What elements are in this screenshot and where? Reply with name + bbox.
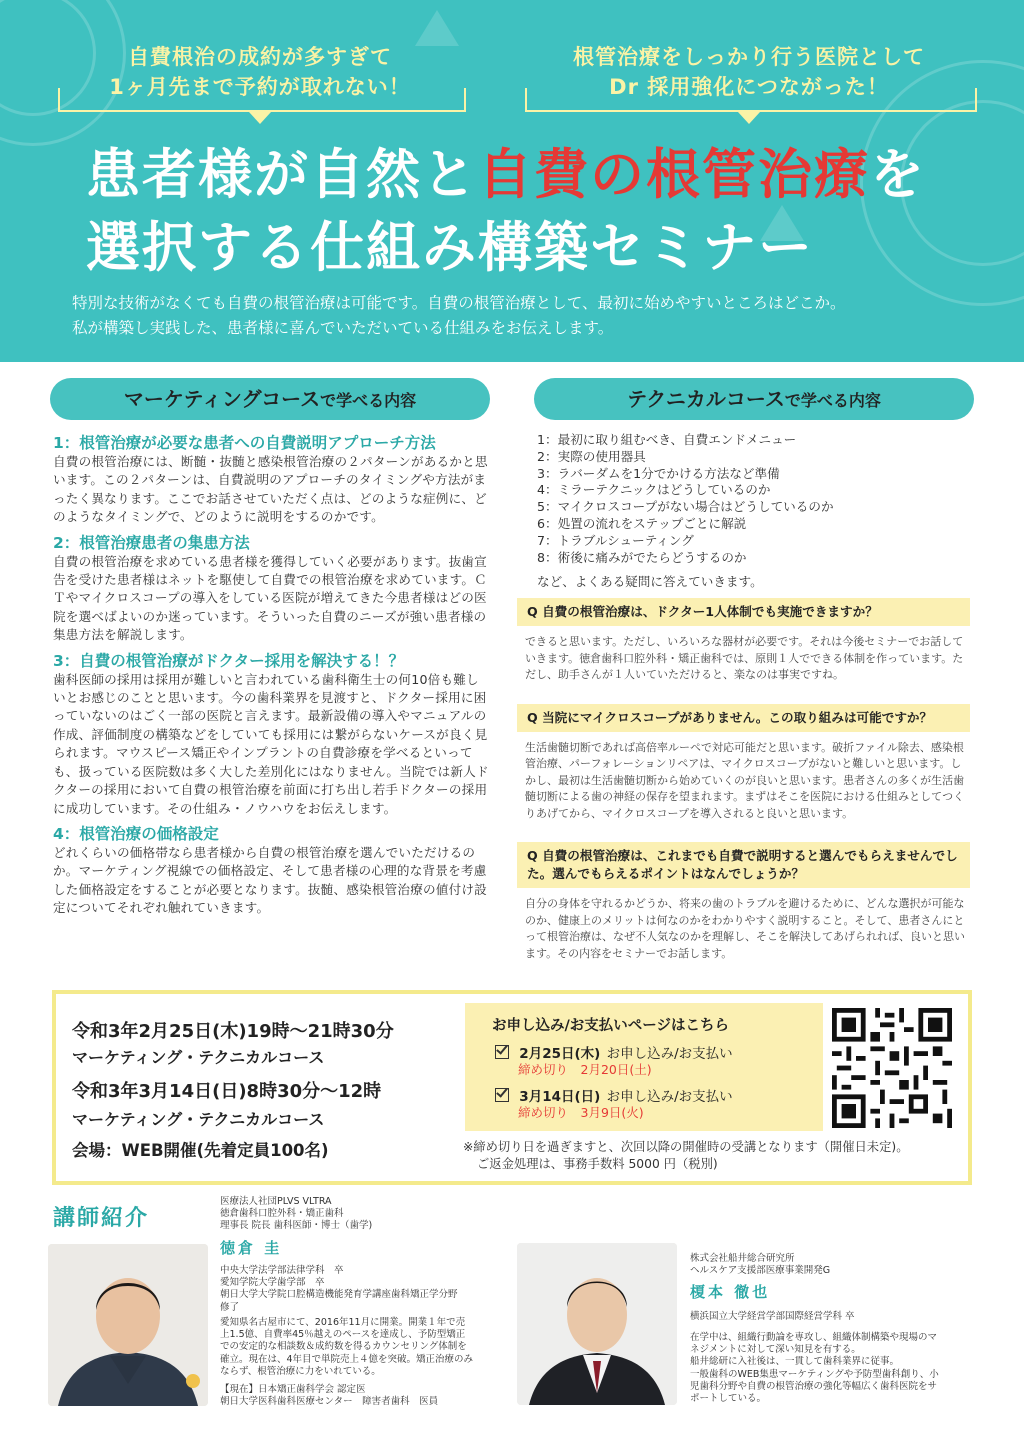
edu-line: 横浜国立大学経営学部国際経営学科 卒 (690, 1311, 855, 1322)
bio-line: ネジメントに対して深い知見を有する。 (690, 1344, 861, 1356)
bio-line: 確立。現在は、4年目で単院売上４億を突破。矯正治療のみ (220, 1353, 474, 1365)
org-line: 医療法人社団PLVS VLTRA (220, 1196, 332, 1207)
instructor-left-org (220, 1196, 372, 1233)
technical-closing: など、よくある疑問に答えていきます。 (537, 574, 763, 590)
decorative-triangle (415, 10, 459, 46)
technical-item: 2：実際の使用器具 (537, 448, 646, 464)
deadline-feb: 締め切り 2月20日(土) (518, 1062, 652, 1077)
instructor-photo-tokura (48, 1244, 208, 1406)
technical-pill-title: テクニカルコース (627, 387, 785, 411)
technical-pill-suffix: で学べる内容 (784, 391, 881, 410)
qr-code[interactable] (832, 1008, 952, 1128)
instructors-heading: 講師紹介 (53, 1206, 150, 1231)
faq-item (517, 704, 970, 823)
marketing-content (53, 433, 489, 918)
bio-line: ポートしている。 (690, 1393, 767, 1405)
org-line: 徳倉歯科口腔外科・矯正歯科 (220, 1208, 344, 1220)
event-date-1: 令和3年2月25日(木)19時～21時30分 (72, 1021, 394, 1042)
marketing-item-body: 自費の根管治療を求めている患者様を獲得していく必要があります。抜歯宣告を受けた患者様はネットを駆使して自費での根管治療を求めています。ＣＴやマイクロスコープの導入をしている医院が増えてきた今患者様はどの医院を選べばよいのか迷っています。そういった自費のニーズが強い患者様の集患方法を解説します。 (53, 553, 487, 643)
bio-line: 児歯科分野や自費の根管治療の強化等幅広く歯科医院をサ (690, 1380, 938, 1392)
lead-line1: 特別な技術がなくても自費の根管治療は可能です。自費の根管治療として、最初に始めやすいところはどこか。 (72, 294, 846, 312)
event-venue: 会場：WEB開催(先着定員100名) (72, 1141, 329, 1160)
event-date-2: 令和3年3月14日(日)8時30分～12時 (72, 1081, 382, 1102)
page-title-line2: 選択する仕組み構築セミナー (86, 216, 814, 279)
portrait-illustration (517, 1243, 677, 1405)
edu-line: 修了 (220, 1301, 240, 1313)
lead-text (72, 291, 845, 341)
bubble-left-pointer (249, 112, 271, 124)
instructor-photo-enomoto (517, 1243, 677, 1405)
faq-answer: できると思います。ただし、いろいろな器材が必要です。それは今後セミナーでお話していきます。徳倉歯科口腔外科・矯正歯科では、原則１人でできる体制を作っています。ただし、助手さんが１人いていただけると、楽なのは事実ですね。 (525, 635, 964, 681)
faq-item (517, 842, 970, 962)
org-line: 理事長 院長 歯科医師・博士（歯学) (220, 1220, 373, 1232)
apply-link-feb[interactable] (495, 1042, 733, 1062)
note-line2: ご返金処理は、事務手数料 5000 円（税別) (477, 1157, 718, 1171)
technical-item: 3：ラバーダムを1分でかける方法など準備 (537, 465, 780, 481)
marketing-course-pill (50, 378, 490, 420)
faq-question: Q 自費の根管治療は、これまでも自費で説明すると選んでもらえませんでした。選んでもらえるポイントはなんでしょうか？ (517, 842, 970, 888)
bio-line: 船井総研に入社後は、一貫して歯科業界に従事。 (690, 1356, 900, 1368)
marketing-item (53, 824, 489, 918)
apply-date: 3月14日(日) (519, 1089, 601, 1105)
bio-line: 在学中は、組織行動論を専攻し、組織体制構築や現場のマ (690, 1332, 938, 1343)
bubble-left-line2: 1ヶ月先まで予約が取れない！ (109, 75, 411, 99)
edu-line: 朝日大学大学院口腔構造機能発育学講座歯科矯正学分野 (220, 1289, 458, 1301)
current-line: 朝日大学医科歯科医療センター 障害者歯科 医員 (220, 1396, 439, 1408)
faq-answer: 生活歯髄切断であれば高倍率ルーペで対応可能だと思います。破折ファイル除去、感染根管治療、パーフォレーションリペアは、マイクロスコープがないと難しいと思います。しかし、最初は生活歯髄切断から始めていくのが良いと思います。患者さんの多くが生活歯髄切断による歯の神経の保存を望まれます。まずはそこを医院における仕組みとしてつくりあげてから、マイクロスコープを導入されると良いと思います。 (525, 740, 965, 820)
bubble-right-line2: Dr 採用強化につながった！ (609, 75, 889, 99)
technical-item: 8：術後に痛みがでたらどうするのか (537, 549, 747, 565)
title-highlight: 自費の根管治療 (478, 143, 870, 206)
instructor-right-bio (690, 1332, 939, 1405)
faq-question: Q 当院にマイクロスコープがありません。この取り組みは可能ですか？ (517, 704, 970, 732)
marketing-item-heading: 3：自費の根管治療がドクター採用を解決する！？ (53, 651, 405, 670)
bubble-left-line1: 自費根治の成約が多すぎて (128, 45, 392, 69)
bubble-right-bracket (525, 88, 977, 112)
bio-line: ならず、根管治療に力をいれている。 (220, 1365, 381, 1377)
bubble-right-line1: 根管治療をしっかり行う医院として (573, 45, 925, 69)
marketing-item (53, 651, 489, 818)
portrait-illustration (48, 1244, 208, 1406)
event-notes (463, 1139, 909, 1173)
instructor-left-education (220, 1265, 458, 1314)
apply-label: お申し込み/お支払い (606, 1046, 733, 1062)
event-course-1: マーケティング・テクニカルコース (72, 1048, 325, 1067)
marketing-item-body: どれくらいの価格帯なら患者様から自費の根管治療を選んでいただけるのか。マーケティング視線での価格設定、そして患者様の心理的な背景を考慮した価格設定をすることが必要となります。抜髄、感染根管治療の値付け設定についてそれぞれ触れていきます。 (53, 844, 487, 916)
lead-line2: 私が構築し実践した、患者様に喜んでいただいている仕組みをお伝えします。 (72, 319, 614, 337)
technical-item: 7：トラブルシューティング (537, 532, 694, 548)
bubble-right-pointer (738, 112, 760, 124)
apply-link-mar[interactable] (495, 1085, 733, 1105)
apply-label: お申し込み/お支払い (606, 1089, 733, 1105)
marketing-pill-suffix: で学べる内容 (320, 391, 417, 410)
bio-line: 一般歯科のWEB集患マーケティングや予防型歯科創り、小 (690, 1368, 939, 1380)
technical-course-pill (534, 378, 974, 420)
apply-title: お申し込み/お支払いページはこちら (492, 1018, 730, 1034)
checkbox-icon (495, 1088, 509, 1102)
page-title-line1 (86, 140, 926, 210)
technical-item: 6：処置の流れをステップごとに解説 (537, 515, 747, 531)
marketing-item-heading: 4：根管治療の価格設定 (53, 824, 219, 843)
bio-line: 上1.5億、自費率45％越えのペースを達成し、予防型矯正 (220, 1329, 466, 1341)
current-line: 【現在】日本矯正歯科学会 認定医 (220, 1384, 366, 1395)
note-line1: ※締め切り日を過ぎますと、次回以降の開催時の受講となります（開催日未定)。 (463, 1140, 909, 1154)
faq-question: Q 自費の根管治療は、ドクター1人体制でも実施できますか？ (517, 598, 970, 626)
edu-line: 愛知学院大学歯学部 卒 (220, 1277, 325, 1289)
edu-line: 中央大学法学部法律学科 卒 (220, 1265, 344, 1276)
event-course-2: マーケティング・テクニカルコース (72, 1110, 325, 1129)
marketing-item-body: 自費の根管治療には、断髄・抜髄と感染根管治療の２パターンがあるかと思います。この２パターンは、自費説明のアプローチのタイミングや方法がまったく異なります。ここでお話させていただく点は、どのような症例に、どのようなタイミングで、どのように説明をするのかです。 (53, 454, 488, 525)
faq-answer: 自分の身体を守れるかどうか、将来の歯のトラブルを避けるために、どんな選択が可能なのか、健康上のメリットは何なのかをわかりやすく説明すること。そして、患者さんにとって根管治療は、なぜ不人気なのかを理解し、そこを解決してあげられれば、良いと思います。その内容をセミナーでお話します。 (525, 897, 965, 960)
hero-banner (0, 0, 1024, 362)
instructor-right-org (690, 1253, 830, 1277)
marketing-item-heading: 2：根管治療患者の集患方法 (53, 533, 250, 552)
marketing-item-heading: 1：根管治療が必要な患者への自費説明アプローチ方法 (53, 434, 436, 452)
instructor-left-bio (220, 1317, 473, 1378)
deadline-mar: 締め切り 3月9日(火) (518, 1105, 644, 1120)
title-part-c: を (870, 143, 926, 206)
marketing-pill-title: マーケティングコース (123, 387, 321, 411)
instructor-right-education (690, 1311, 855, 1323)
faq-section (517, 598, 970, 962)
org-line: ヘルスケア支援部医療事業開発G (690, 1265, 831, 1277)
faq-item (517, 598, 970, 684)
checkbox-icon (495, 1045, 509, 1059)
bio-line: 愛知県名古屋市にて、2016年11月に開業。開業１年で売 (220, 1317, 466, 1328)
marketing-item-body: 歯科医師の採用は採用が難しいと言われている歯科衛生士の何10倍も難しいとお感じのことと思います。今の歯科業界を見渡すと、ドクター採用に困っていないのはごく一部の医院と言えます。最新設備の導入やマニュアルの作成、評価制度の構築などをしていても採用には繋がらないケースが良く見られます。マウスピース矯正やインプラントの自費診療を学べるといっても、扱っている医院数は多く大した差別化にはなりません。当院では新人ドクターの採用において自費の根管治療を前面に打ち出し若手ドクターの採用に成功しています。その仕組み・ノウハウをお伝えします。 (53, 671, 489, 816)
title-part-a: 患者様が自然と (86, 143, 478, 206)
instructor-left-current (220, 1384, 438, 1408)
technical-item: 4：ミラーテクニックはどうしているのか (537, 482, 771, 498)
bio-line: での安定的な相談数＆成約数を得るカウンセリング体制を (220, 1341, 467, 1353)
marketing-item (53, 433, 489, 527)
marketing-item (53, 533, 489, 645)
instructor-left-name: 徳倉 圭 (220, 1239, 283, 1257)
instructor-right-name: 榎本 徹也 (690, 1283, 771, 1301)
bubble-left-bracket (58, 88, 466, 112)
technical-item: 5：マイクロスコープがない場合はどうしているのか (537, 499, 834, 515)
technical-item: 1：最初に取り組むべき、自費エンドメニュー (537, 432, 797, 447)
technical-list (537, 432, 834, 591)
org-line: 株式会社船井総合研究所 (690, 1253, 795, 1264)
apply-date: 2月25日(木) (519, 1046, 601, 1062)
